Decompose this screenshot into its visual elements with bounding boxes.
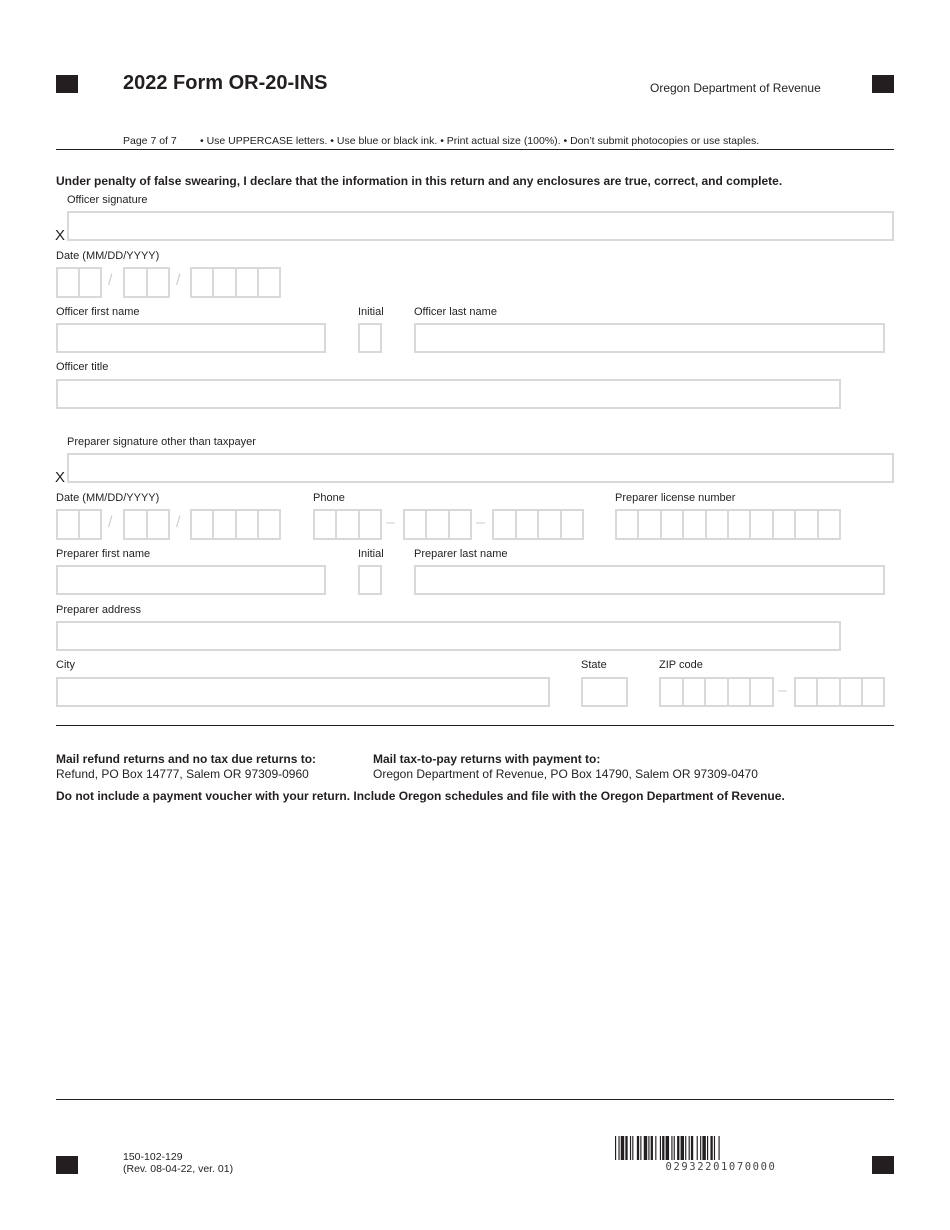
preparer-signature-label: Preparer signature other than taxpayer — [67, 436, 256, 448]
section-divider — [56, 725, 894, 726]
preparer-initial-field[interactable] — [358, 565, 382, 595]
barcode-image — [615, 1136, 827, 1160]
preparer-date-separator-1: / — [108, 514, 113, 531]
preparer-last-name-label: Preparer last name — [414, 548, 508, 560]
header-divider — [56, 149, 894, 150]
preparer-first-name-label: Preparer first name — [56, 548, 151, 560]
barcode-bar — [700, 1136, 701, 1160]
officer-sign-mark: X — [55, 227, 66, 244]
officer-title-field[interactable] — [56, 379, 841, 409]
barcode-bar — [707, 1136, 708, 1160]
declaration-text: Under penalty of false swearing, I declare that the information in this return and any enclosures are true, correct, and complete. — [56, 174, 783, 188]
zip-separator: – — [778, 682, 787, 699]
zip-code-field[interactable] — [659, 677, 774, 707]
registration-mark-bottom-left — [56, 1156, 78, 1174]
phone-line-number[interactable] — [492, 509, 584, 540]
phone-separator-1: – — [386, 514, 395, 531]
preparer-address-label: Preparer address — [56, 604, 141, 616]
footer-divider — [56, 1099, 894, 1100]
preparer-date-separator-2: / — [176, 514, 181, 531]
preparer-date-month[interactable] — [56, 509, 102, 540]
barcode-number: 02932201070000 — [665, 1161, 777, 1173]
form-revision: (Rev. 08-04-22, ver. 01) — [123, 1163, 234, 1175]
barcode-bar — [618, 1136, 619, 1160]
barcode-bar — [702, 1136, 705, 1160]
barcode-bar — [681, 1136, 684, 1160]
barcode-bar — [632, 1136, 633, 1160]
preparer-address-field[interactable] — [56, 621, 841, 651]
agency-name: Oregon Department of Revenue — [650, 81, 821, 95]
barcode-bar — [630, 1136, 631, 1160]
registration-mark-top-left — [56, 75, 78, 93]
phone-label: Phone — [313, 492, 345, 504]
barcode-bar — [710, 1136, 712, 1160]
barcode-bar — [677, 1136, 679, 1160]
city-label: City — [56, 659, 75, 671]
registration-mark-top-right — [872, 75, 894, 93]
preparer-signature-field[interactable] — [67, 453, 894, 483]
barcode-bar — [697, 1136, 698, 1160]
payment-mail-heading: Mail tax-to-pay returns with payment to: — [373, 752, 601, 766]
preparer-date-year[interactable] — [190, 509, 281, 540]
barcode-bar — [648, 1136, 649, 1160]
form-number: 150-102-129 — [123, 1151, 183, 1163]
officer-date-year[interactable] — [190, 267, 281, 298]
barcode-bar — [719, 1136, 720, 1160]
officer-first-name-label: Officer first name — [56, 306, 140, 318]
barcode-bar — [660, 1136, 661, 1160]
preparer-sign-mark: X — [55, 469, 66, 486]
preparer-date-day[interactable] — [123, 509, 170, 540]
barcode-bar — [625, 1136, 627, 1160]
barcode-bar — [674, 1136, 675, 1160]
officer-date-label: Date (MM/DD/YYYY) — [56, 250, 160, 262]
barcode-bar — [714, 1136, 715, 1160]
refund-mail-heading: Mail refund returns and no tax due returns to: — [56, 752, 317, 766]
officer-initial-field[interactable] — [358, 323, 382, 353]
officer-date-month[interactable] — [56, 267, 102, 298]
zip-code-label: ZIP code — [659, 659, 703, 671]
barcode-bar — [651, 1136, 653, 1160]
state-label: State — [581, 659, 607, 671]
officer-date-separator-1: / — [108, 272, 113, 289]
barcode-bar — [689, 1136, 690, 1160]
officer-signature-label: Officer signature — [67, 194, 148, 206]
officer-first-name-field[interactable] — [56, 323, 326, 353]
registration-mark-bottom-right — [872, 1156, 894, 1174]
preparer-initial-label: Initial — [358, 548, 384, 560]
officer-initial-label: Initial — [358, 306, 384, 318]
officer-date-separator-2: / — [176, 272, 181, 289]
phone-area-code[interactable] — [313, 509, 382, 540]
city-field[interactable] — [56, 677, 550, 707]
zip-plus-four-field[interactable] — [794, 677, 885, 707]
preparer-first-name-field[interactable] — [56, 565, 326, 595]
barcode-bar — [685, 1136, 686, 1160]
officer-last-name-label: Officer last name — [414, 306, 497, 318]
officer-title-label: Officer title — [56, 361, 109, 373]
barcode-bar — [644, 1136, 647, 1160]
mailing-note: Do not include a payment voucher with your return. Include Oregon schedules and file with the Oregon Department of Revenue. — [56, 789, 785, 803]
officer-date-day[interactable] — [123, 267, 170, 298]
barcode-bar — [640, 1136, 641, 1160]
phone-separator-2: – — [476, 514, 485, 531]
page-number: Page 7 of 7 — [123, 135, 177, 147]
officer-signature-field[interactable] — [67, 211, 894, 241]
preparer-date-label: Date (MM/DD/YYYY) — [56, 492, 160, 504]
phone-prefix[interactable] — [403, 509, 472, 540]
officer-last-name-field[interactable] — [414, 323, 885, 353]
payment-mail-address: Oregon Department of Revenue, PO Box 14790, Salem OR 97309-0470 — [373, 767, 758, 781]
barcode-bar — [637, 1136, 639, 1160]
form-title: 2022 Form OR-20-INS — [123, 72, 328, 94]
barcode-bar — [621, 1136, 624, 1160]
preparer-last-name-field[interactable] — [414, 565, 885, 595]
refund-mail-address: Refund, PO Box 14777, Salem OR 97309-0960 — [56, 767, 309, 781]
barcode-bar — [615, 1136, 616, 1160]
barcode-bar — [666, 1136, 669, 1160]
barcode-bar — [662, 1136, 664, 1160]
form-instructions: • Use UPPERCASE letters. • Use blue or black ink. • Print actual size (100%). • Don’t submit photocopies or use staples. — [200, 135, 760, 147]
preparer-license-field[interactable] — [615, 509, 841, 540]
preparer-license-label: Preparer license number — [615, 492, 736, 504]
barcode-bar — [655, 1136, 656, 1160]
barcode-bar — [691, 1136, 693, 1160]
state-field[interactable] — [581, 677, 628, 707]
barcode-bar — [671, 1136, 672, 1160]
